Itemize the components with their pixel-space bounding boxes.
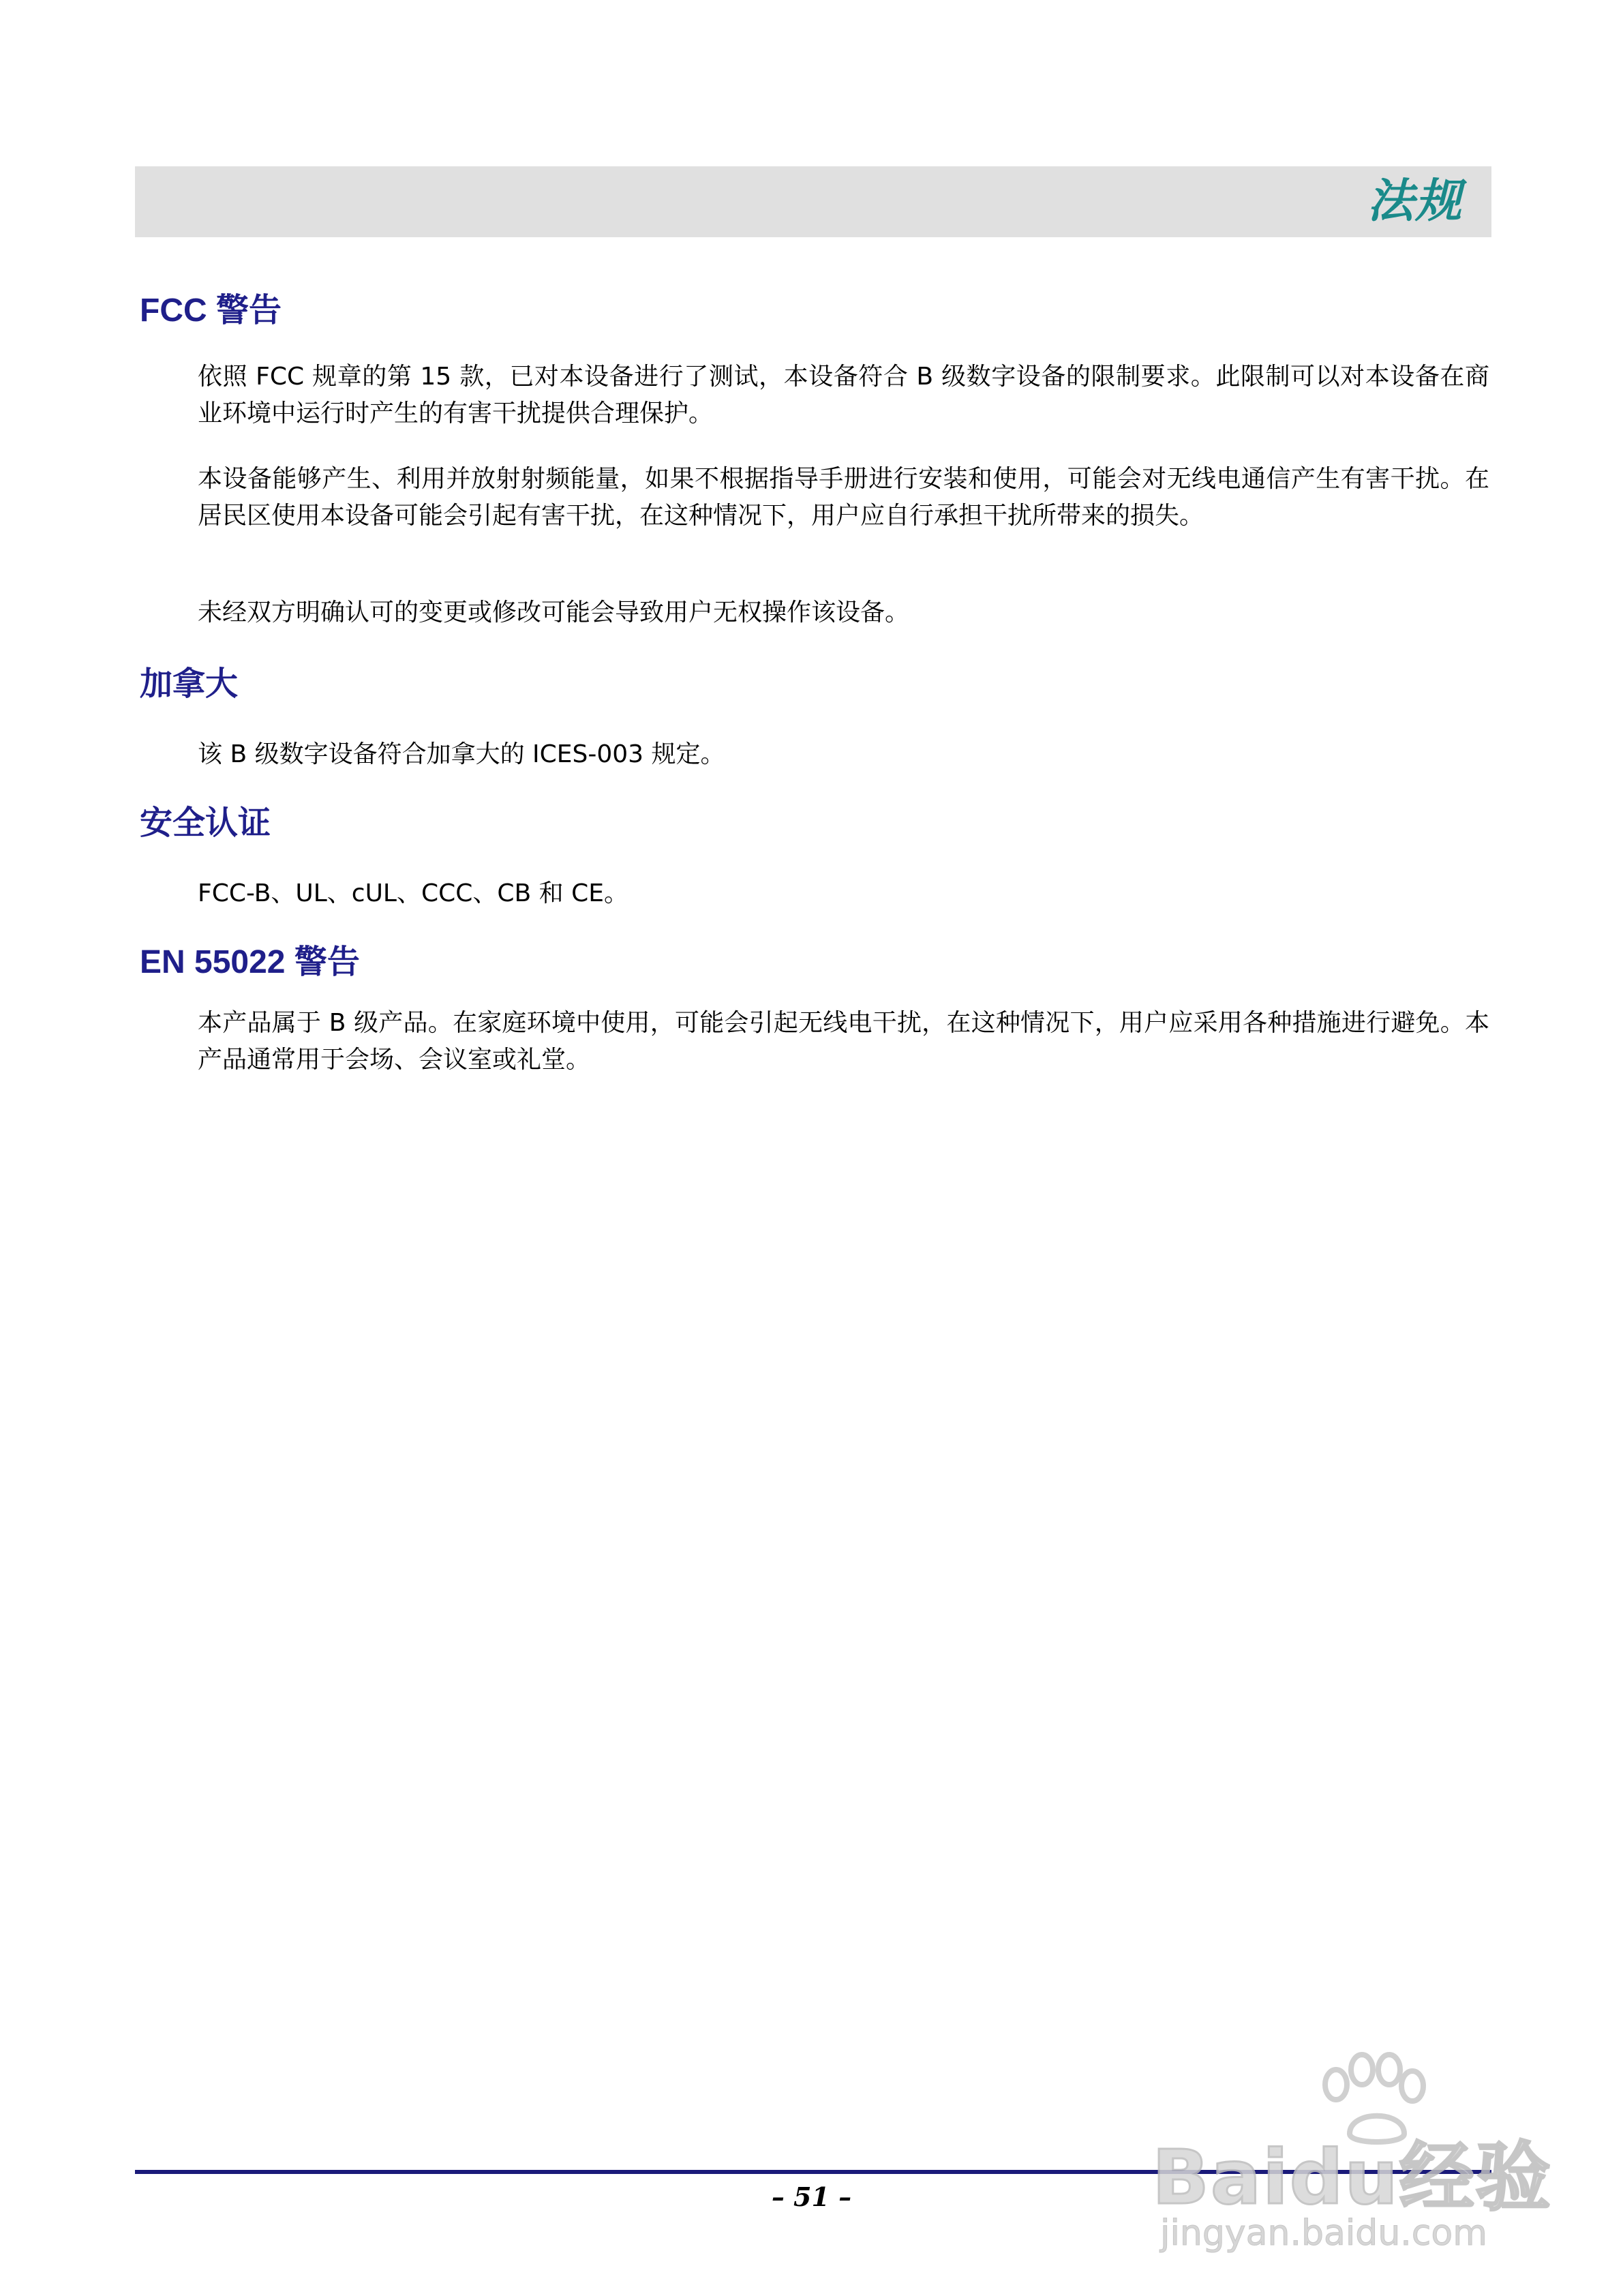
page-number: – 51 – [771, 2181, 852, 2212]
watermark-url: jingyan.baidu.com [1160, 2213, 1487, 2254]
section-heading-fcc: FCC 警告 [140, 292, 282, 329]
title-bar [135, 166, 1491, 237]
section-heading-safety: 安全认证 [140, 805, 271, 841]
safety-paragraph: FCC-B、UL、cUL、CCC、CB 和 CE。 [198, 879, 629, 907]
fcc-paragraph-3: 未经双方明确认可的变更或修改可能会导致用户无权操作该设备。 [198, 599, 910, 626]
fcc-paragraph-1: 依照 FCC 规章的第 15 款，已对本设备进行了测试，本设备符合 B 级数字设备的限制要求。此限制可以对本设备在商业环境中运行时产生的有害干扰提供合理保护。 [198, 363, 1489, 427]
baidu-watermark [1152, 2052, 1552, 2256]
section-heading-en55022: EN 55022 警告 [140, 944, 360, 980]
fcc-paragraph-2: 本设备能够产生、利用并放射射频能量，如果不根据指导手册进行安装和使用，可能会对无线电通信产生有害干扰。在居民区使用本设备可能会引起有害干扰，在这种情况下，用户应自行承担干扰所带来的损失。 [198, 465, 1489, 530]
section-heading-canada: 加拿大 [140, 666, 239, 702]
watermark-brand: Baidu经验 [1152, 2134, 1552, 2221]
en55022-paragraph: 本产品属于 B 级产品。在家庭环境中使用，可能会引起无线电干扰，在这种情况下，用户应采用各种措施进行避免。本产品通常用于会场、会议室或礼堂。 [198, 1009, 1489, 1074]
page-title: 法规 [1367, 175, 1463, 228]
canada-paragraph: 该 B 级数字设备符合加拿大的 ICES-003 规定。 [198, 740, 725, 768]
